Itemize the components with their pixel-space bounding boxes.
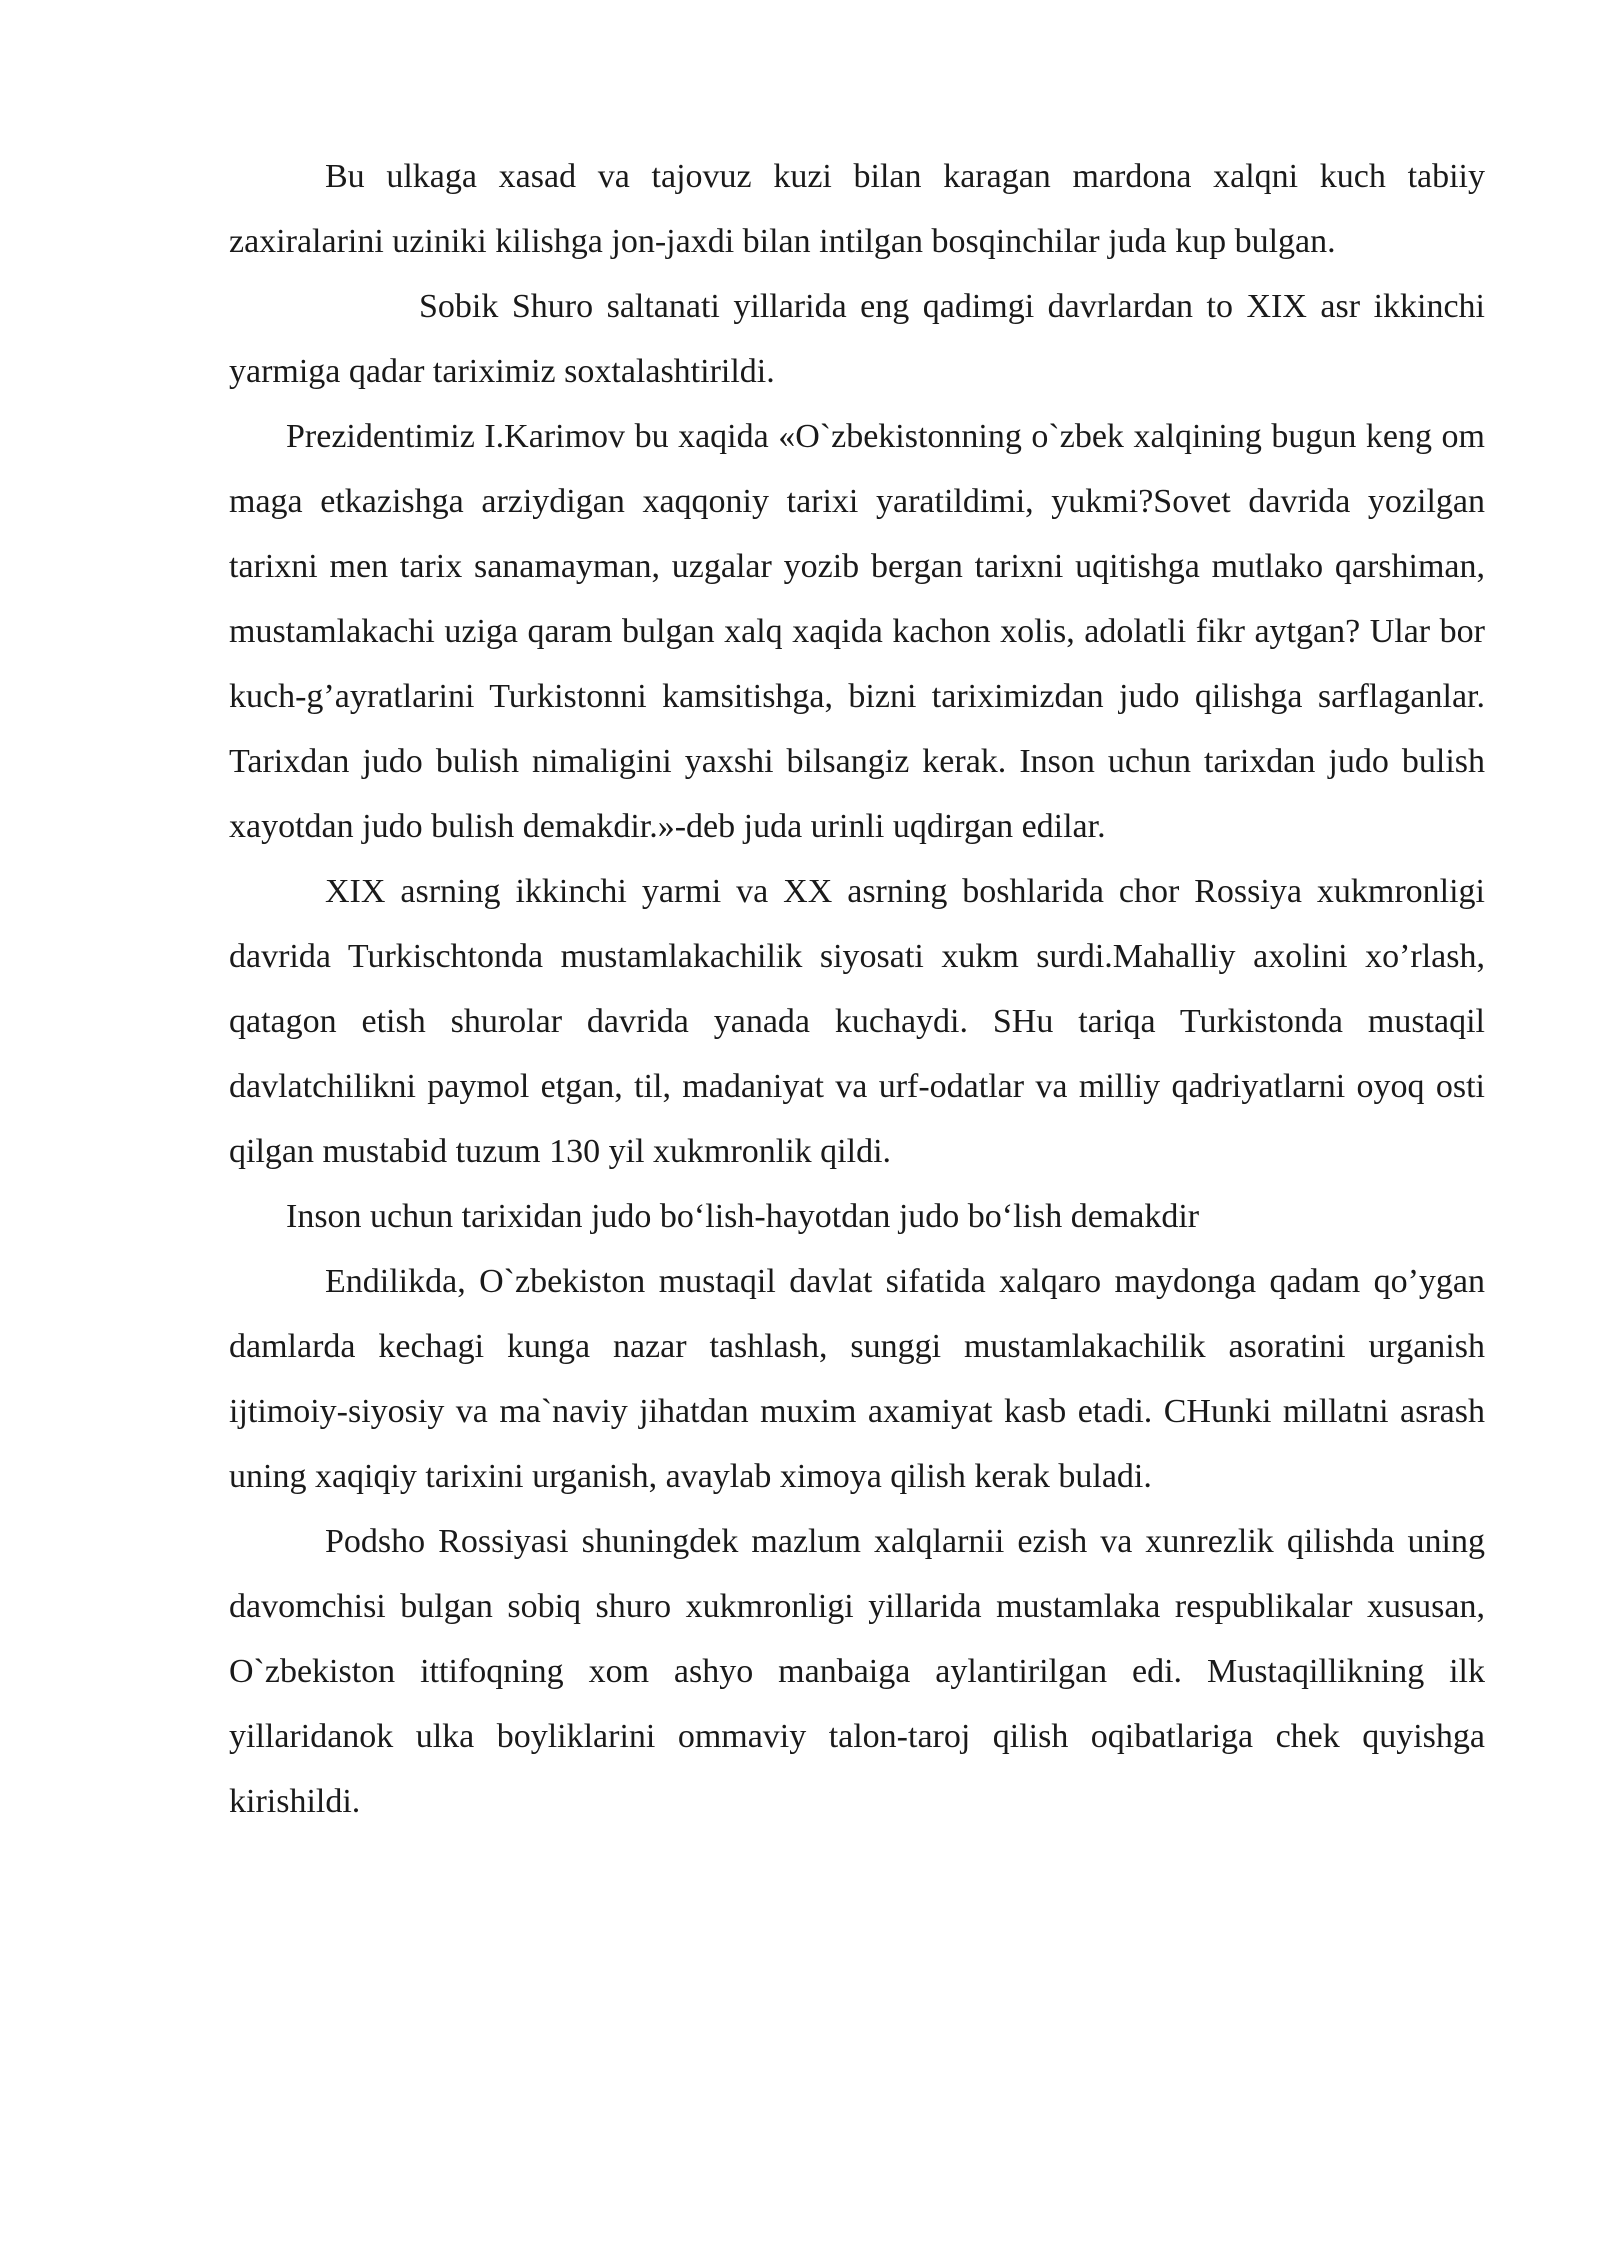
paragraph-6: Endilikda, O`zbekiston mustaqil davlat sifatida xalqaro maydonga qadam qo’ygan damlarda kechagi kunga nazar tashlash, sunggi mustamlakachilik asoratini urganish ijtimoiy-siyosiy va ma`naviy jihatdan muxim axamiyat kasb etadi. CHunki millatni asrash uning xaqiqiy tarixini urganish, avaylab ximoya qilish kerak buladi. [229, 1263, 1485, 1495]
paragraph-2: Sobik Shuro saltanati yillarida eng qadimgi davrlardan to XIX asr ikkinchi yarmiga qadar tariximiz soxtalashtirildi. [229, 288, 1485, 390]
paragraph-7: Podsho Rossiyasi shuningdek mazlum xalqlarnii ezish va xunrezlik qilishda uning davomchisi bulgan sobiq shuro xukmronligi yillarida mustamlaka respublikalar xususan, O`zbekiston ittifoqning xom ashyo manbaiga aylantirilgan edi. Mustaqillikning ilk yillaridanok ulka boyliklarini ommaviy talon-taroj qilish oqibatlariga chek quyishga kirishildi. [229, 1523, 1485, 1820]
paragraph-4: XIX asrning ikkinchi yarmi va XX asrning boshlarida chor Rossiya xukmronligi davrida Turkischtonda mustamlakachilik siyosati xukm surdi.Mahalliy axolini xo’rlash, qatagon etish shurolar davrida yanada kuchaydi. SHu tariqa Turkistonda mustaqil davlatchilikni paymol etgan, til, madaniyat va urf-odatlar va milliy qadriyatlarni oyoq osti qilgan mustabid tuzum 130 yil xukmronlik qildi. [229, 873, 1485, 1170]
paragraph-5: Inson uchun tarixidan judo bo‘lish-hayotdan judo bo‘lish demakdir [286, 1198, 1200, 1235]
paragraph-1: Bu ulkaga xasad va tajovuz kuzi bilan karagan mardona xalqni kuch tabiiy zaxiralarini uziniki kilishga jon-jaxdi bilan intilgan bosqinchilar juda kup bulgan. [229, 158, 1485, 260]
document-body [229, 144, 1485, 1834]
paragraph-3: Prezidentimiz I.Karimov bu xaqida «O`zbekistonning o`zbek xalqining bugun keng om maga etkazishga arziydigan xaqqoniy tarixi yaratildimi, yukmi?Sovet davrida yozilgan tarixni men tarix sanamayman, uzgalar yozib bergan tarixni uqitishga mutlako qarshiman, mustamlakachi uziga qaram bulgan xalq xaqida kachon xolis, adolatli fikr aytgan? Ular bor kuch-g’ayratlarini Turkistonni kamsitishga, bizni tariximizdan judo qilishga sarflaganlar. Tarixdan judo bulish nimaligini yaxshi bilsangiz kerak. Inson uchun tarixdan judo bulish xayotdan judo bulish demakdir.»-deb juda urinli uqdirgan edilar. [229, 418, 1485, 845]
